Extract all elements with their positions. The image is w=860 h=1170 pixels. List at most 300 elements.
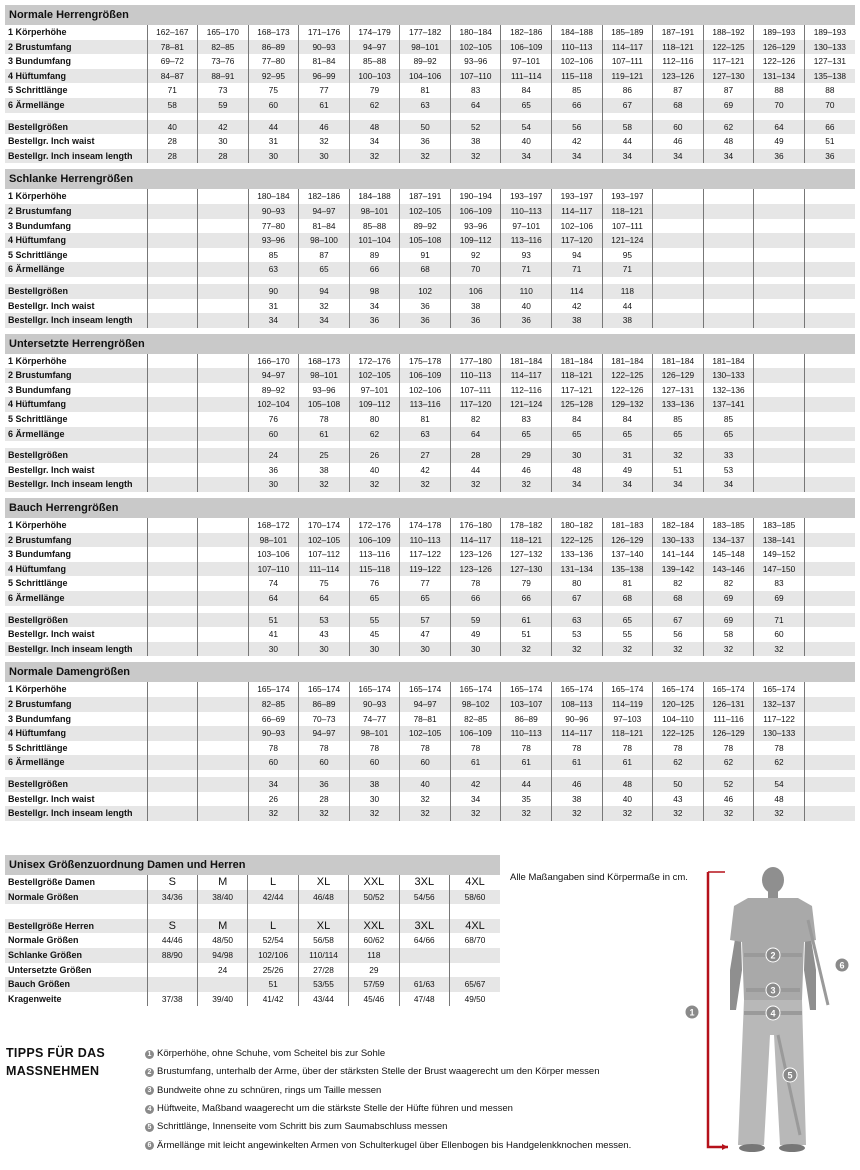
table-cell: 130–133 [653, 533, 704, 548]
table-cell: 109–112 [349, 397, 400, 412]
table-cell: 84 [552, 412, 603, 427]
table-row [5, 463, 855, 478]
table-cell: 111–114 [501, 69, 552, 84]
table-cell: 34 [349, 299, 400, 314]
row-label: 3 Bundumfang [8, 713, 71, 724]
row-label: Normale Größen [5, 890, 147, 905]
table-cell [653, 284, 704, 299]
row-label: Bestellgrößen [5, 777, 147, 792]
table-cell: 77 [299, 83, 350, 98]
table-cell [804, 354, 855, 369]
table-cell: 110 [501, 284, 552, 299]
table-cell: 114–117 [501, 368, 552, 383]
table-cell: 73–76 [198, 54, 249, 69]
table-cell: 94 [552, 248, 603, 263]
table-cell [399, 963, 449, 978]
measurement-note: Alle Maßangaben sind Körpermaße in cm. [510, 872, 688, 883]
table-cell: 117–120 [552, 233, 603, 248]
table-cell: 78 [754, 741, 805, 756]
table-cell: M [197, 875, 247, 890]
body-figure-illustration [670, 860, 860, 1160]
table-cell: 65 [703, 427, 754, 442]
table-cell: 85 [248, 248, 299, 263]
table-cell: L [248, 875, 298, 890]
measurement-figure [670, 860, 860, 1160]
table-cell [804, 792, 855, 807]
row-label: 3 Bundumfang [8, 384, 71, 395]
table-cell: 177–182 [400, 25, 451, 40]
row-separator [5, 277, 855, 284]
section-title: Untersetzte Herrengrößen [5, 334, 855, 354]
table-cell: 30 [349, 642, 400, 657]
table-cell [399, 948, 449, 963]
table-cell: 78 [299, 741, 350, 756]
table-cell [147, 627, 198, 642]
table-cell: 118–121 [602, 204, 653, 219]
row-label: Bestellgr. Inch inseam length [5, 806, 147, 821]
table-cell: 165–174 [703, 682, 754, 697]
table-cell: 44 [450, 463, 501, 478]
table-cell [147, 562, 198, 577]
table-cell [198, 299, 249, 314]
table-cell: 67 [552, 591, 603, 606]
table-row [5, 712, 855, 727]
table-cell [198, 368, 249, 383]
table-cell [653, 248, 704, 263]
table-cell: 126–129 [602, 533, 653, 548]
table-cell: 43 [653, 792, 704, 807]
table-cell: 32 [400, 477, 451, 492]
table-cell: 180–184 [450, 25, 501, 40]
table-cell: 32 [299, 299, 350, 314]
table-cell: 85 [552, 83, 603, 98]
table-cell: 62 [754, 755, 805, 770]
table-cell: 107–110 [450, 69, 501, 84]
table-cell [804, 726, 855, 741]
table-cell: 75 [299, 576, 350, 591]
table-cell: 90–93 [299, 40, 350, 55]
table-cell: 32 [653, 642, 704, 657]
table-cell: 34 [349, 134, 400, 149]
table-cell: 71 [147, 83, 198, 98]
table-cell: 82–85 [450, 712, 501, 727]
table-cell: 184–188 [552, 25, 603, 40]
table-cell: 34/36 [147, 890, 197, 905]
table-cell: S [147, 875, 197, 890]
table-cell [147, 248, 198, 263]
table-cell: 106–109 [400, 368, 451, 383]
table-cell: 189–193 [754, 25, 805, 40]
table-cell [703, 219, 754, 234]
table-cell [198, 427, 249, 442]
table-cell: 32 [400, 792, 451, 807]
table-cell: 106–109 [450, 204, 501, 219]
table-cell: 46 [552, 777, 603, 792]
table-cell [147, 204, 198, 219]
table-cell: 74 [248, 576, 299, 591]
table-cell: 64 [754, 120, 805, 135]
table-cell: 69 [703, 98, 754, 113]
table-cell: S [147, 919, 197, 934]
table-row [5, 591, 855, 606]
table-cell [198, 412, 249, 427]
table-cell [754, 463, 805, 478]
row-label: 4 Hüftumfang [5, 397, 147, 412]
table-cell: 71 [501, 262, 552, 277]
table-cell [198, 233, 249, 248]
table-cell: 59 [198, 98, 249, 113]
table-row [5, 149, 855, 164]
row-label: Bestellgröße Damen [8, 877, 96, 887]
table-cell: 74–77 [349, 712, 400, 727]
table-cell [147, 427, 198, 442]
table-cell: 102–105 [400, 204, 451, 219]
table-cell: 86–89 [501, 712, 552, 727]
table-cell: 32 [450, 477, 501, 492]
table-cell: 66 [552, 98, 603, 113]
table-cell [703, 313, 754, 328]
table-row [5, 755, 855, 770]
table-cell [147, 576, 198, 591]
table-cell: 65/67 [450, 977, 501, 992]
table-cell: 181–184 [653, 354, 704, 369]
table-cell: 100–103 [349, 69, 400, 84]
table-cell: 181–183 [602, 518, 653, 533]
row-label: Schlanke Größen [5, 948, 147, 963]
table-cell: 65 [501, 98, 552, 113]
table-cell [804, 299, 855, 314]
size-tables [5, 5, 855, 821]
tip-item [145, 1136, 631, 1154]
tip-number-badge: 6 [145, 1141, 154, 1150]
table-cell: 47/48 [399, 992, 449, 1007]
table-cell: 30 [248, 642, 299, 657]
table-cell: 180–182 [552, 518, 603, 533]
table-cell: 42 [552, 299, 603, 314]
table-cell: 82–85 [198, 40, 249, 55]
table-cell: 40 [501, 299, 552, 314]
table-cell: 78 [450, 741, 501, 756]
table-cell: 62 [653, 755, 704, 770]
table-cell: 45 [349, 627, 400, 642]
table-cell: 32 [754, 642, 805, 657]
table-cell: 90–93 [248, 204, 299, 219]
table-cell: 48 [754, 792, 805, 807]
table-cell [147, 533, 198, 548]
table-cell: 178–182 [501, 518, 552, 533]
table-cell: 29 [501, 448, 552, 463]
table-cell: 78–81 [147, 40, 198, 55]
table-cell: 30 [552, 448, 603, 463]
table-cell [804, 562, 855, 577]
table-cell: 134–137 [703, 533, 754, 548]
table-cell: 84 [501, 83, 552, 98]
unisex-table [5, 875, 500, 1006]
table-cell: 181–184 [552, 354, 603, 369]
table-cell: 34 [653, 477, 704, 492]
table-cell [147, 299, 198, 314]
table-cell: 82 [653, 576, 704, 591]
table-cell: 42/44 [248, 890, 298, 905]
table-cell: 117–122 [400, 547, 451, 562]
table-cell: 30 [198, 134, 249, 149]
table-cell: 37/38 [147, 992, 197, 1007]
table-cell: 110/114 [298, 948, 348, 963]
table-cell: 114–117 [602, 40, 653, 55]
table-cell: 30 [349, 792, 400, 807]
table-cell: 25/26 [248, 963, 298, 978]
table-cell: 28 [198, 149, 249, 164]
height-line [708, 872, 728, 1147]
table-cell [754, 313, 805, 328]
table-cell: 92 [450, 248, 501, 263]
table-cell: 110–113 [501, 204, 552, 219]
table-cell: 82 [450, 412, 501, 427]
marker-4 [766, 1006, 780, 1020]
table-cell: 119–121 [602, 69, 653, 84]
table-cell: 87 [299, 248, 350, 263]
table-cell: 94–97 [299, 726, 350, 741]
table-cell: 46 [703, 792, 754, 807]
table-cell: 61 [299, 98, 350, 113]
table-cell: 51 [248, 613, 299, 628]
table-cell: 117–121 [703, 54, 754, 69]
table-cell: 66 [501, 591, 552, 606]
tip-text: Bundweite ohne zu schnüren, rings um Taille messen [157, 1084, 382, 1096]
marker-2 [766, 948, 780, 962]
table-cell: 165–174 [248, 682, 299, 697]
table-cell: 78 [400, 741, 451, 756]
table-cell [804, 448, 855, 463]
table-cell: 66–69 [248, 712, 299, 727]
table-cell: 60/62 [349, 933, 399, 948]
table-cell: 60 [400, 755, 451, 770]
table-cell: 54 [501, 120, 552, 135]
table-cell: 104–106 [400, 69, 451, 84]
row-label: 2 Brustumfang [5, 40, 147, 55]
table-cell: 60 [754, 627, 805, 642]
table-cell: 82–85 [248, 697, 299, 712]
table-cell: 90 [248, 284, 299, 299]
table-cell: 32 [299, 806, 350, 821]
table-cell [198, 518, 249, 533]
row-label: 2 Brustumfang [5, 368, 147, 383]
section-title: Bauch Herrengrößen [5, 498, 855, 518]
table-cell: 65 [653, 427, 704, 442]
table-cell: 181–184 [501, 354, 552, 369]
table-cell: 52/54 [248, 933, 298, 948]
table-cell: 122–126 [602, 383, 653, 398]
table-cell: 34 [703, 149, 754, 164]
table-cell: 60 [248, 755, 299, 770]
table-row [5, 427, 855, 442]
table-cell: 107–111 [602, 219, 653, 234]
table-cell [754, 204, 805, 219]
row-label: 3 Bundumfang [8, 56, 71, 67]
table-cell: 71 [602, 262, 653, 277]
tip-number-badge: 4 [145, 1105, 154, 1114]
table-cell: 122–125 [703, 40, 754, 55]
table-cell: 38 [552, 792, 603, 807]
svg-text:4: 4 [770, 1008, 776, 1019]
table-cell: L [248, 919, 298, 934]
table-cell: 48 [602, 777, 653, 792]
row-separator [5, 441, 855, 448]
table-cell: 132–137 [754, 697, 805, 712]
table-cell: 122–125 [653, 726, 704, 741]
table-cell: 118 [349, 948, 399, 963]
table-row [5, 919, 500, 934]
table-cell [754, 427, 805, 442]
table-cell: 89–92 [400, 219, 451, 234]
table-cell: 39/40 [197, 992, 247, 1007]
table-cell [754, 299, 805, 314]
table-cell: 66 [450, 591, 501, 606]
table-cell [653, 313, 704, 328]
row-label: Bestellgr. Inch waist [8, 136, 95, 147]
table-cell: 34 [602, 149, 653, 164]
table-cell [754, 189, 805, 204]
row-label: 6 Ärmellänge [5, 98, 147, 113]
table-cell: 114–117 [450, 533, 501, 548]
table-cell [147, 977, 197, 992]
table-cell: 51 [653, 463, 704, 478]
table-cell: 85–88 [349, 219, 400, 234]
table-row [5, 533, 855, 548]
table-cell: 130–133 [703, 368, 754, 383]
table-cell [198, 284, 249, 299]
table-row [5, 547, 855, 562]
row-label: Bestellgrößen [5, 120, 147, 135]
table-cell [147, 963, 197, 978]
table-cell [147, 792, 198, 807]
table-cell: 122–125 [552, 533, 603, 548]
unisex-table-block [5, 855, 500, 1006]
table-cell: 86–89 [299, 697, 350, 712]
table-cell [198, 477, 249, 492]
row-label: Bestellgr. Inch waist [8, 793, 95, 804]
table-cell: 32 [248, 806, 299, 821]
table-cell: 32 [754, 806, 805, 821]
tip-number-badge: 5 [145, 1123, 154, 1132]
table-cell: 88–91 [198, 69, 249, 84]
table-cell: 83 [754, 576, 805, 591]
tip-number-badge: 1 [145, 1050, 154, 1059]
table-cell [198, 248, 249, 263]
table-cell: 110–113 [400, 533, 451, 548]
table-cell: 80 [349, 412, 400, 427]
table-cell: 30 [450, 642, 501, 657]
table-cell: 3XL [399, 875, 449, 890]
table-cell: 98–100 [299, 233, 350, 248]
table-cell: 106–109 [501, 40, 552, 55]
table-cell: 145–148 [703, 547, 754, 562]
table-cell: 62 [703, 755, 754, 770]
table-cell: 105–108 [299, 397, 350, 412]
table-cell [147, 806, 198, 821]
table-cell: 171–176 [299, 25, 350, 40]
table-cell [147, 397, 198, 412]
table-cell: 92–95 [248, 69, 299, 84]
row-label: Bauch Größen [5, 977, 147, 992]
table-cell [147, 354, 198, 369]
table-cell: 93–96 [450, 219, 501, 234]
table-cell: 58 [602, 120, 653, 135]
table-cell: 50 [400, 120, 451, 135]
table-cell: 70 [804, 98, 855, 113]
table-cell: 137–140 [602, 547, 653, 562]
table-cell: 117–122 [754, 712, 805, 727]
table-cell: 86–89 [248, 40, 299, 55]
table-cell: 187–191 [400, 189, 451, 204]
table-cell [804, 741, 855, 756]
row-label: 1 Körperhöhe [8, 355, 67, 366]
table-cell [804, 248, 855, 263]
table-cell: 90–93 [349, 697, 400, 712]
table-cell: 129–132 [602, 397, 653, 412]
table-row [5, 248, 855, 263]
table-cell [147, 613, 198, 628]
table-cell: 34 [248, 777, 299, 792]
table-cell: 42 [198, 120, 249, 135]
table-cell [147, 591, 198, 606]
row-label: 1 Körperhöhe [8, 684, 67, 695]
table-cell: 106 [450, 284, 501, 299]
table-cell: 53 [703, 463, 754, 478]
table-cell: 130–133 [754, 726, 805, 741]
table-cell: 71 [552, 262, 603, 277]
table-cell [754, 397, 805, 412]
table-cell: 67 [602, 98, 653, 113]
row-label: 1 Körperhöhe [8, 191, 67, 202]
table-cell: 106–109 [349, 533, 400, 548]
table-cell: 93 [501, 248, 552, 263]
table-cell: 32 [602, 806, 653, 821]
table-cell [804, 383, 855, 398]
table-cell: 81–84 [299, 219, 350, 234]
table-cell: 165–174 [450, 682, 501, 697]
table-cell: 115–118 [349, 562, 400, 577]
table-cell: 102–104 [248, 397, 299, 412]
table-cell: 43 [299, 627, 350, 642]
table-row [5, 992, 500, 1007]
table-cell [804, 477, 855, 492]
table-cell: 102–105 [349, 368, 400, 383]
table-cell: 50 [653, 777, 704, 792]
table-cell: 165–170 [198, 25, 249, 40]
table-cell [147, 755, 198, 770]
table-cell [754, 248, 805, 263]
table-cell: 32 [299, 134, 350, 149]
table-row [5, 642, 855, 657]
row-label: 4 Hüftumfang [5, 562, 147, 577]
table-cell [703, 204, 754, 219]
size-table [5, 354, 855, 492]
table-cell: 80 [552, 576, 603, 591]
table-cell: 38/40 [197, 890, 247, 905]
table-cell: 32 [653, 448, 704, 463]
row-label: 6 Ärmellänge [5, 262, 147, 277]
table-cell: 61 [552, 755, 603, 770]
table-cell: 111–114 [299, 562, 350, 577]
table-cell [804, 712, 855, 727]
table-cell [754, 448, 805, 463]
table-cell [653, 299, 704, 314]
table-cell: 26 [248, 792, 299, 807]
table-cell [198, 755, 249, 770]
table-cell [804, 806, 855, 821]
table-cell: 77–80 [248, 219, 299, 234]
